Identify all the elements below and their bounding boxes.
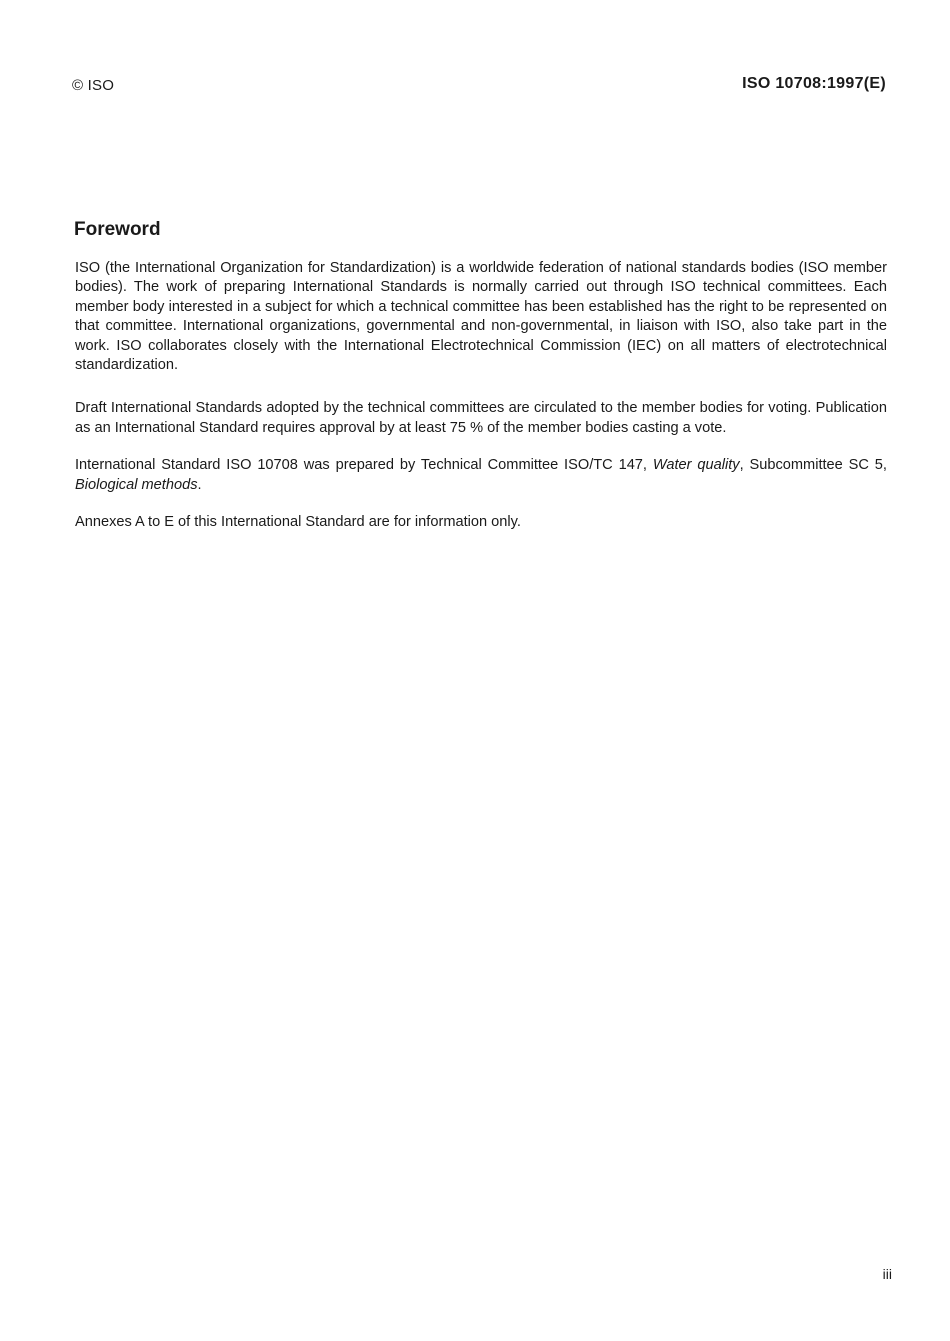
prepared-by-text-2: , Subcommittee SC 5, xyxy=(739,457,887,474)
prepared-by-text-1: International Standard ISO 10708 was prepared by Technical Committee ISO/TC 147, xyxy=(75,457,653,474)
subject-biological-methods: Biological methods xyxy=(75,476,198,493)
prepared-by-text-3: . xyxy=(197,476,202,493)
paragraph-prepared-by xyxy=(75,456,887,495)
page-number: iii xyxy=(882,1266,892,1282)
paragraph-annexes: Annexes A to E of this International Standard are for information only. xyxy=(75,514,521,531)
paragraph-draft-standards: Draft International Standards adopted by the technical committees are circulated to the member bodies for voting. Publication as an International Standard requires approval by at least 75 % of the member bodies casting a vote. xyxy=(75,400,887,436)
paragraph-iso-overview: ISO (the International Organization for Standardization) is a worldwide federation of national standards bodies (ISO member bodies). The work of preparing International Standards is normally carried out through ISO technical committees. Each member body interested in a subject for which a technical committee has been established has the right to be represented on that committee. International organizations, governmental and non-governmental, in liaison with ISO, also take part in the work. ISO collaborates closely with the International Electrotechnical Commission (IEC) on all matters of electrotechnical standardization. xyxy=(75,260,887,374)
copyright-notice: © ISO xyxy=(72,77,115,94)
foreword-body xyxy=(75,259,887,550)
subject-water-quality: Water quality xyxy=(652,457,740,474)
section-heading: Foreword xyxy=(74,219,161,240)
standard-identifier: ISO 10708:1997(E) xyxy=(742,75,886,92)
